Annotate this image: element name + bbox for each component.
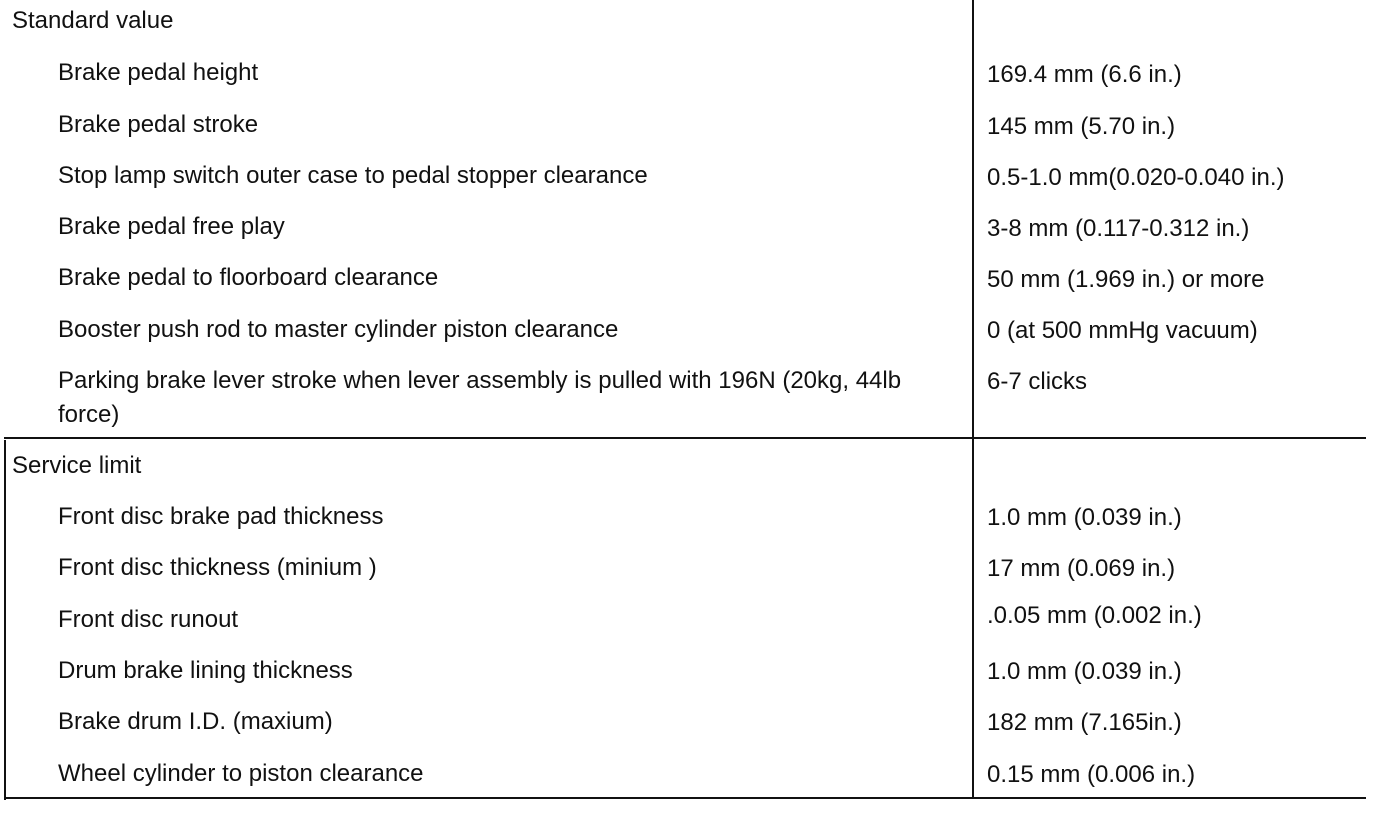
- param-label: Booster push rod to master cylinder piston clearance: [58, 316, 619, 343]
- param-label: Front disc brake pad thickness: [58, 503, 384, 530]
- param-label: Brake pedal to floorboard clearance: [58, 264, 439, 291]
- param-value: 17 mm (0.069 in.): [987, 555, 1176, 582]
- param-value: .0.05 mm (0.002 in.): [987, 602, 1202, 629]
- param-label: Wheel cylinder to piston clearance: [58, 760, 424, 787]
- param-label: Brake pedal stroke: [58, 111, 259, 138]
- section-heading-service-limit: Service limit: [12, 452, 142, 479]
- param-value: 145 mm (5.70 in.): [987, 113, 1176, 140]
- section-divider: [4, 437, 1366, 439]
- table-left-border: [4, 440, 6, 800]
- param-label: Brake drum I.D. (maxium): [58, 708, 333, 735]
- param-label: Parking brake lever stroke when lever assembly is pulled with 196N (20kg, 44lb force): [58, 367, 902, 428]
- column-divider: [972, 0, 974, 798]
- param-value: 50 mm (1.969 in.) or more: [987, 266, 1265, 293]
- param-value: 3-8 mm (0.117-0.312 in.): [987, 215, 1250, 242]
- param-value: 0.5-1.0 mm(0.020-0.040 in.): [987, 164, 1285, 191]
- param-value: 0.15 mm (0.006 in.): [987, 761, 1196, 788]
- param-label: Stop lamp switch outer case to pedal stopper clearance: [58, 162, 648, 189]
- section-heading-standard-value: Standard value: [12, 7, 174, 34]
- param-value: 169.4 mm (6.6 in.): [987, 61, 1182, 88]
- param-label: Brake pedal height: [58, 59, 259, 86]
- param-value: 6-7 clicks: [987, 368, 1088, 395]
- param-value: 0 (at 500 mmHg vacuum): [987, 317, 1258, 344]
- param-label: Brake pedal free play: [58, 213, 285, 240]
- param-value: 1.0 mm (0.039 in.): [987, 504, 1182, 531]
- param-label: Front disc thickness (minium ): [58, 554, 377, 581]
- param-label: Front disc runout: [58, 606, 239, 633]
- table-bottom-border: [4, 797, 1366, 799]
- param-value: 182 mm (7.165in.): [987, 709, 1182, 736]
- param-value: 1.0 mm (0.039 in.): [987, 658, 1182, 685]
- param-label: Drum brake lining thickness: [58, 657, 353, 684]
